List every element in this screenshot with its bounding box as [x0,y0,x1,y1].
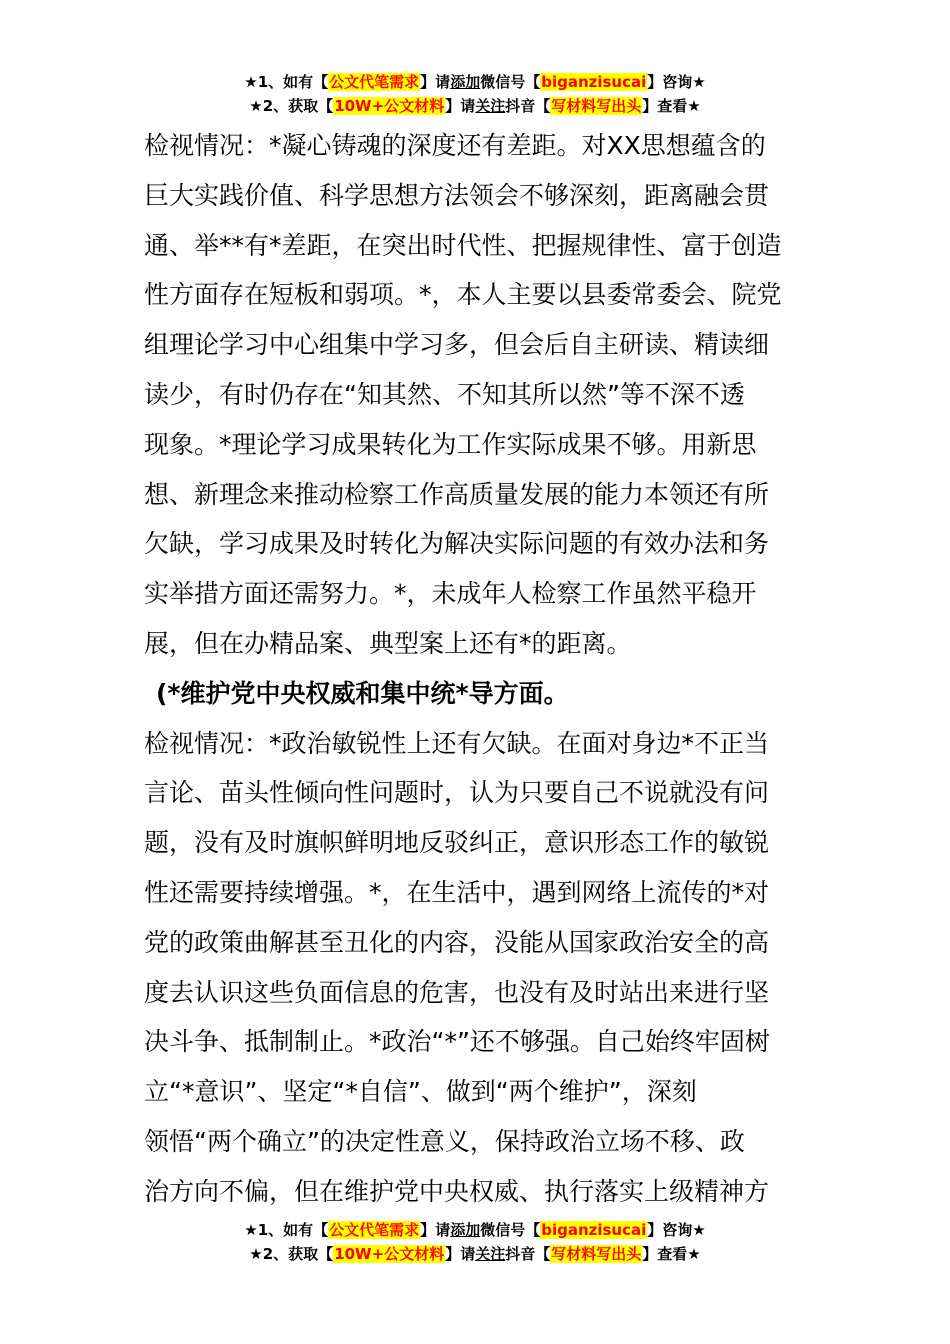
douyin-account-highlight: 写材料写出头 [551,97,642,115]
promo-text: ★1、如有【 [244,1221,329,1239]
promo-banner-top [0,70,950,118]
wechat-id-highlight: biganzisucai [541,73,647,91]
body-line: 言论、苗头性倾向性问题时，认为只要自己不说就没有问 [144,778,770,808]
promo-text: ★1、如有【 [244,73,329,91]
promo-line-2 [0,94,950,118]
body-line: 读少，有时仍存在“知其然、不知其所以然”等不深不透 [144,379,745,409]
body-line: 现象。*理论学习成果转化为工作实际成果不够。用新思 [144,429,757,459]
douyin-account-highlight: 写材料写出头 [551,1245,642,1263]
promo-text: 微信号【 [480,73,541,91]
body-line: 欠缺，学习成果及时转化为解决实际问题的有效办法和务 [144,529,770,559]
promo-text: 】查看★ [642,1245,701,1263]
promo-text: 抖音【 [505,1245,551,1263]
promo-highlight: 10W+公文材料 [334,97,445,115]
body-line: 检视情况：*凝心铸魂的深度还有差距。对XX思想蕴含的 [144,131,766,160]
body-line: 治方向不偏，但在维护党中央权威、执行落实上级精神方 [144,1176,770,1206]
promo-text: 】咨询★ [647,73,706,91]
promo-text: 】查看★ [642,97,701,115]
body-line: 度去认识这些负面信息的危害，也没有及时站出来进行坚 [144,977,770,1007]
promo-underlined: 关注 [475,1245,506,1263]
promo-text: ★2、获取【 [249,97,334,115]
promo-banner-bottom [0,1218,950,1266]
promo-text: 】请 [445,97,476,115]
promo-text: 抖音【 [505,97,551,115]
body-line: 题，没有及时旗帜鲜明地反驳纠正，意识形态工作的敏锐 [144,828,770,858]
promo-line-1 [0,1218,950,1242]
promo-text: 微信号【 [480,1221,541,1239]
promo-text: 】请 [420,1221,451,1239]
promo-text: 】咨询★ [647,1221,706,1239]
promo-text: ★2、获取【 [249,1245,334,1263]
section-heading: (*维护党中央权威和集中统*导方面。 [156,678,569,708]
body-line: 检视情况：*政治敏锐性上还有欠缺。在面对身边*不正当 [144,728,770,758]
body-line: 决斗争、抵制制止。*政治“*”还不够强。自己始终牢固树 [144,1027,770,1057]
body-line: 通、举**有*差距，在突出时代性、把握规律性、富于创造 [144,230,782,260]
body-line: 领悟“两个确立”的决定性意义，保持政治立场不移、政 [144,1126,745,1156]
document-body [144,121,804,1217]
body-line: 性还需要持续增强。*，在生活中，遇到网络上流传的*对 [144,877,770,907]
promo-underlined: 添加 [450,73,481,91]
body-line: 党的政策曲解甚至丑化的内容，没能从国家政治安全的高 [144,927,770,957]
promo-underlined: 添加 [450,1221,481,1239]
body-line: 组理论学习中心组集中学习多，但会后自主研读、精读细 [144,330,770,360]
body-line: 展，但在办精品案、典型案上还有*的距离。 [144,628,632,658]
promo-line-1 [0,70,950,94]
promo-underlined: 关注 [475,97,506,115]
promo-highlight: 公文代笔需求 [329,73,420,91]
body-line: 想、新理念来推动检察工作高质量发展的能力本领还有所 [144,479,770,509]
promo-highlight: 公文代笔需求 [329,1221,420,1239]
promo-line-2 [0,1242,950,1266]
body-line: 立“*意识”、坚定“*自信”、做到“两个维护”，深刻 [144,1077,697,1107]
promo-text: 】请 [420,73,451,91]
body-line: 巨大实践价值、科学思想方法领会不够深刻，距离融会贯 [144,180,770,210]
body-line: 实举措方面还需努力。*，未成年人检察工作虽然平稳开 [144,579,757,609]
promo-highlight: 10W+公文材料 [334,1245,445,1263]
promo-text: 】请 [445,1245,476,1263]
wechat-id-highlight: biganzisucai [541,1221,647,1239]
body-line: 性方面存在短板和弱项。*，本人主要以县委常委会、院党 [144,280,782,310]
